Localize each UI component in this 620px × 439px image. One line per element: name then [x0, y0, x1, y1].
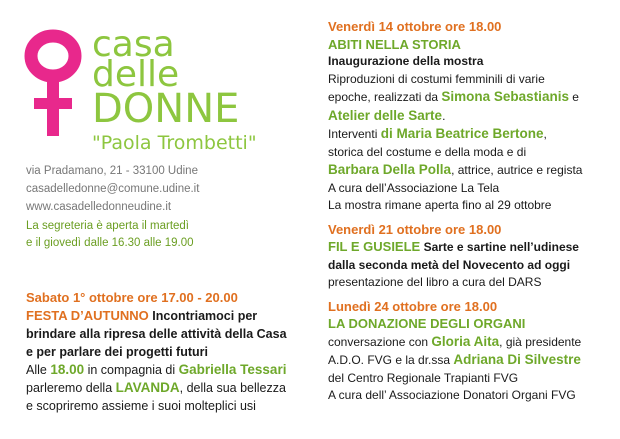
event-lunedi-24: [328, 298, 618, 405]
address-email[interactable]: casadelledonne@comune.udine.it: [26, 183, 200, 195]
event-text: La mostra rimane aperta fino al 29 ottobre: [328, 198, 552, 212]
event-text: A cura dell’Associazione La Tela: [328, 180, 500, 195]
event-text: , già presidente: [499, 334, 582, 349]
event-speaker: Gabriella Tessari: [178, 362, 287, 377]
event-text: e: [568, 90, 579, 104]
event-text: e scopriremo assieme i suoi molteplici usi: [26, 399, 256, 413]
event-date: Lunedì 24 ottobre ore 18.00: [328, 298, 498, 314]
event-subtitle: Inaugurazione della mostra: [328, 54, 484, 68]
event-speaker: di Maria Beatrice Bertone: [380, 126, 544, 141]
event-text: Interventi: [328, 127, 381, 141]
event-text: , della sua bellezza: [179, 381, 286, 395]
event-text: conversazione con: [328, 334, 432, 349]
event-text: , attrice, autrice e regista: [451, 163, 583, 177]
venus-symbol-logo: [22, 28, 84, 138]
events-right-column: [328, 18, 618, 411]
logo-line-donne: DONNE: [92, 86, 240, 132]
logo-wordmark: [92, 24, 257, 154]
event-text: storica del costume e della moda e di: [328, 144, 527, 159]
event-text: dalla seconda metà del Novecento ad oggi: [328, 257, 571, 272]
event-title-rest: Sarte e sartine nell’udinese: [423, 240, 579, 254]
event-text: A.D.O. FVG e la dr.ssa: [328, 353, 454, 367]
event-speaker: Simona Sebastianis: [441, 89, 569, 104]
address-street: via Pradamano, 21 - 33100 Udine: [26, 165, 198, 177]
secretary-line-2: e il giovedì dalle 16.30 alle 19.00: [26, 237, 194, 249]
event-text: e per parlare dei progetti futuri: [26, 345, 208, 359]
logo-line-casa: casa: [92, 24, 175, 65]
event-text: brindare alla ripresa delle attività della Casa: [26, 327, 287, 341]
event-venerdi-14: [328, 18, 618, 215]
address-block: [26, 162, 199, 216]
event-lead: Incontriamoci per: [152, 309, 258, 323]
event-text: del Centro Regionale Trapianti FVG: [328, 370, 519, 385]
event-sabato: [26, 289, 311, 415]
event-date: Venerdì 21 ottobre ore 18.00: [328, 221, 502, 237]
event-time: 18.00: [50, 362, 85, 377]
event-text: Alle: [26, 363, 51, 377]
event-title: FESTA D’AUTUNNO: [26, 308, 149, 323]
event-text: presentazione del libro a cura del DARS: [328, 275, 542, 289]
event-speaker: Atelier delle Sarte: [328, 107, 443, 123]
secretary-line-1: La segreteria è aperta il martedì: [26, 220, 190, 232]
event-text: Riproduzioni di costumi femminili di varie: [328, 71, 545, 86]
event-speaker: Gloria Aita: [431, 333, 500, 349]
event-title: ABITI NELLA STORIA: [328, 36, 461, 52]
event-text: .: [442, 108, 446, 123]
event-speaker: Adriana Di Silvestre: [453, 352, 581, 367]
logo-line-delle: delle: [92, 54, 180, 95]
event-text: parleremo della: [26, 381, 116, 395]
event-topic: LAVANDA: [115, 380, 180, 395]
address-website[interactable]: www.casadelledonneudine.it: [26, 201, 172, 213]
event-text: in compagnia di: [84, 363, 179, 377]
event-title: LA DONAZIONE DEGLI ORGANI: [328, 316, 526, 331]
event-text: ,: [543, 127, 547, 141]
secretary-hours: [26, 218, 194, 252]
event-title: FIL E GUSIELE: [328, 239, 421, 254]
event-date: Sabato 1° ottobre ore 17.00 - 20.00: [26, 290, 238, 305]
event-text: A cura dell’ Associazione Donatori Organi FVG: [328, 388, 576, 402]
event-date: Venerdì 14 ottobre ore 18.00: [328, 19, 502, 34]
event-text: epoche, realizzati da: [328, 90, 442, 104]
logo-subtitle: "Paola Trombetti": [92, 132, 257, 154]
event-venerdi-21: [328, 221, 618, 292]
event-speaker: Barbara Della Polla: [328, 162, 452, 177]
